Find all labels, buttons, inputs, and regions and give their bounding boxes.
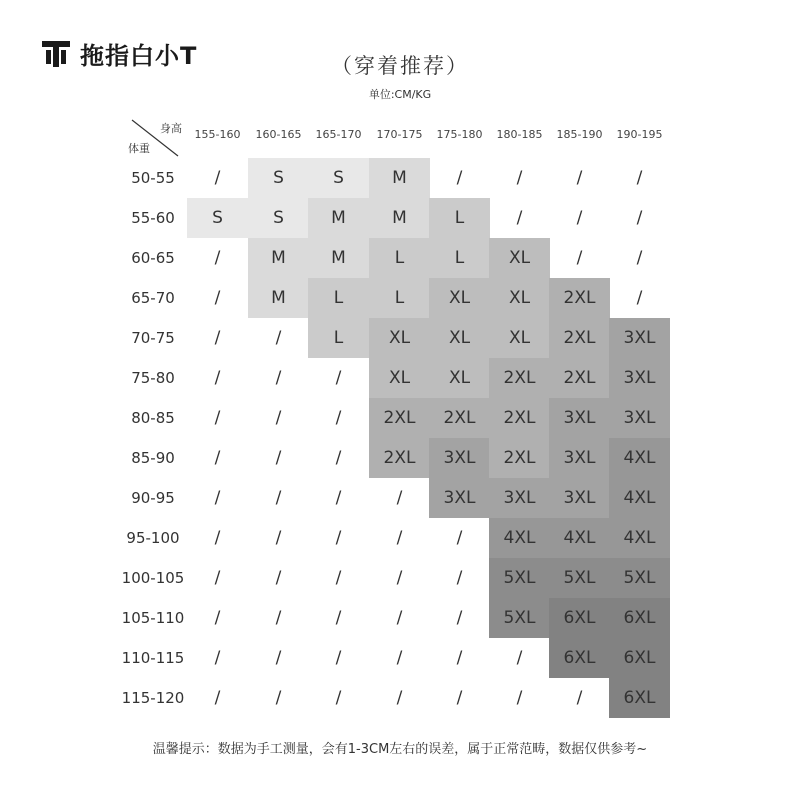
size-cell: / xyxy=(335,608,342,628)
height-header-6: 185-190 xyxy=(556,128,603,141)
size-cell: / xyxy=(335,568,342,588)
size-cell: 3XL xyxy=(429,478,490,518)
size-cell: L xyxy=(369,238,430,278)
size-cell: M xyxy=(248,278,309,318)
size-cell: / xyxy=(214,488,221,508)
size-cell: M xyxy=(248,238,309,278)
size-cell: / xyxy=(214,448,221,468)
size-cell: 5XL xyxy=(549,558,610,598)
size-cell: 6XL xyxy=(549,598,610,638)
size-cell: / xyxy=(396,688,403,708)
height-header-7: 190-195 xyxy=(616,128,663,141)
size-cell: / xyxy=(396,528,403,548)
size-cell: 3XL xyxy=(609,318,670,358)
unit-label: 单位:CM/KG xyxy=(368,88,432,101)
size-cell: XL xyxy=(489,318,550,358)
size-cell: 3XL xyxy=(549,398,610,438)
size-cell: 3XL xyxy=(549,478,610,518)
size-cell: 2XL xyxy=(369,398,430,438)
size-cell: 2XL xyxy=(369,438,430,478)
size-cell: XL xyxy=(489,278,550,318)
size-cell: / xyxy=(275,568,282,588)
size-cell: XL xyxy=(429,358,490,398)
size-cell: / xyxy=(335,448,342,468)
size-cell: L xyxy=(308,318,369,358)
weight-label-11: 105-110 xyxy=(121,609,185,627)
size-cell: / xyxy=(214,368,221,388)
size-cell: / xyxy=(456,528,463,548)
size-cell: XL xyxy=(369,318,430,358)
size-cell: / xyxy=(396,568,403,588)
size-cell: / xyxy=(214,528,221,548)
size-cell: M xyxy=(308,198,369,238)
size-cell: 2XL xyxy=(549,318,610,358)
size-cell: / xyxy=(636,248,643,268)
size-cell: / xyxy=(456,568,463,588)
size-cell: / xyxy=(275,648,282,668)
size-cell: M xyxy=(308,238,369,278)
size-cell: / xyxy=(576,208,583,228)
size-cell: 2XL xyxy=(549,278,610,318)
size-cell: 4XL xyxy=(609,518,670,558)
size-cell: 3XL xyxy=(489,478,550,518)
size-cell: S xyxy=(187,198,248,238)
size-cell: 5XL xyxy=(609,558,670,598)
height-header-3: 170-175 xyxy=(376,128,423,141)
size-cell: 5XL xyxy=(489,598,550,638)
size-cell: / xyxy=(636,208,643,228)
size-cell: 6XL xyxy=(549,638,610,678)
size-cell: / xyxy=(335,648,342,668)
height-header-5: 180-185 xyxy=(496,128,543,141)
size-cell: / xyxy=(516,168,523,188)
table-corner-header xyxy=(128,118,180,158)
size-cell: 4XL xyxy=(549,518,610,558)
weight-label-1: 55-60 xyxy=(131,209,175,227)
size-cell: 2XL xyxy=(549,358,610,398)
size-cell: / xyxy=(214,688,221,708)
size-cell: L xyxy=(369,278,430,318)
size-cell: 3XL xyxy=(549,438,610,478)
tip-note: 温馨提示：数据为手工测量，会有1-3CM左右的误差，属于正常范畴，数据仅供参考~ xyxy=(152,742,648,757)
size-cell: / xyxy=(456,168,463,188)
size-cell: / xyxy=(396,648,403,668)
height-header-1: 160-165 xyxy=(255,128,302,141)
size-cell: XL xyxy=(369,358,430,398)
size-cell: / xyxy=(396,488,403,508)
size-cell: 4XL xyxy=(489,518,550,558)
size-cell: / xyxy=(275,608,282,628)
size-cell: / xyxy=(335,528,342,548)
size-cell: / xyxy=(214,168,221,188)
size-cell: / xyxy=(275,408,282,428)
size-cell: 5XL xyxy=(489,558,550,598)
size-cell: / xyxy=(456,648,463,668)
size-cell: S xyxy=(308,158,369,198)
size-cell: M xyxy=(369,198,430,238)
size-cell: / xyxy=(275,328,282,348)
size-cell: XL xyxy=(429,278,490,318)
size-cell: 3XL xyxy=(609,358,670,398)
weight-label-7: 85-90 xyxy=(131,449,175,467)
size-cell: / xyxy=(214,568,221,588)
size-cell: 2XL xyxy=(489,358,550,398)
size-cell: / xyxy=(275,688,282,708)
size-cell: XL xyxy=(489,238,550,278)
size-cell: / xyxy=(456,688,463,708)
size-cell: 2XL xyxy=(489,398,550,438)
size-cell: / xyxy=(275,528,282,548)
size-cell: S xyxy=(248,158,309,198)
size-cell: / xyxy=(576,688,583,708)
weight-label-12: 110-115 xyxy=(121,649,185,667)
size-cell: 3XL xyxy=(609,398,670,438)
height-axis-label: 身高 xyxy=(160,122,182,135)
size-cell: / xyxy=(214,648,221,668)
size-cell: 2XL xyxy=(429,398,490,438)
size-cell: 2XL xyxy=(489,438,550,478)
size-cell: / xyxy=(576,168,583,188)
size-cell: / xyxy=(576,248,583,268)
size-cell: M xyxy=(369,158,430,198)
weight-label-3: 65-70 xyxy=(131,289,175,307)
size-cell: 6XL xyxy=(609,678,670,718)
size-cell: 4XL xyxy=(609,478,670,518)
size-cell: / xyxy=(214,288,221,308)
weight-axis-label: 体重 xyxy=(128,142,150,155)
size-cell: L xyxy=(308,278,369,318)
size-cell: / xyxy=(335,688,342,708)
height-header-2: 165-170 xyxy=(315,128,362,141)
weight-label-8: 90-95 xyxy=(131,489,175,507)
size-cell: / xyxy=(214,248,221,268)
size-cell: / xyxy=(636,168,643,188)
size-cell: / xyxy=(275,488,282,508)
size-cell: 4XL xyxy=(609,438,670,478)
weight-label-6: 80-85 xyxy=(131,409,175,427)
size-cell: / xyxy=(335,368,342,388)
weight-label-4: 70-75 xyxy=(131,329,175,347)
size-cell: L xyxy=(429,238,490,278)
weight-label-10: 100-105 xyxy=(121,569,185,587)
height-header-4: 175-180 xyxy=(436,128,483,141)
size-cell: / xyxy=(636,288,643,308)
size-cell: / xyxy=(214,608,221,628)
weight-label-0: 50-55 xyxy=(131,169,175,187)
size-cell: S xyxy=(248,198,309,238)
size-cell: 6XL xyxy=(609,598,670,638)
size-cell: L xyxy=(429,198,490,238)
size-cell: / xyxy=(516,208,523,228)
size-cell: XL xyxy=(429,318,490,358)
size-cell: / xyxy=(335,408,342,428)
height-header-0: 155-160 xyxy=(194,128,241,141)
size-cell: / xyxy=(275,368,282,388)
size-cell: / xyxy=(516,648,523,668)
size-cell: / xyxy=(396,608,403,628)
weight-label-13: 115-120 xyxy=(121,689,185,707)
weight-label-5: 75-80 xyxy=(131,369,175,387)
brand-name: 拖指白小T xyxy=(80,42,198,70)
size-cell: / xyxy=(214,328,221,348)
size-cell: 6XL xyxy=(609,638,670,678)
size-cell: 3XL xyxy=(429,438,490,478)
size-cell: / xyxy=(214,408,221,428)
weight-label-9: 95-100 xyxy=(126,529,180,547)
weight-label-2: 60-65 xyxy=(131,249,175,267)
size-cell: / xyxy=(516,688,523,708)
size-cell: / xyxy=(275,448,282,468)
page-title: （穿着推荐） xyxy=(331,54,469,78)
size-cell: / xyxy=(335,488,342,508)
size-cell: / xyxy=(456,608,463,628)
